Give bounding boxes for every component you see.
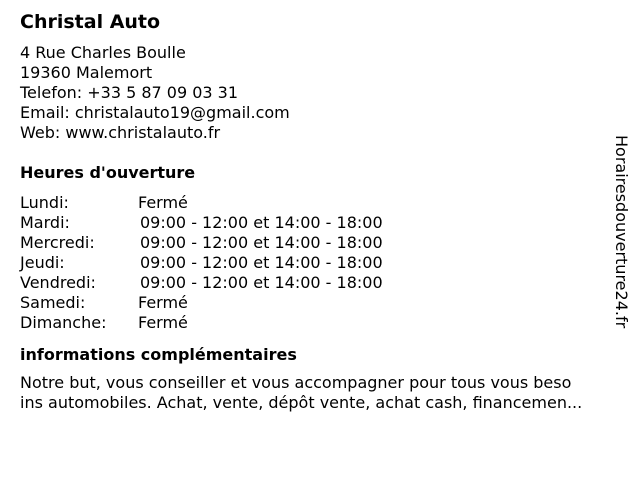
day-hours: Fermé	[138, 313, 188, 332]
day-label: Lundi:	[20, 193, 69, 212]
business-card	[20, 10, 620, 413]
business-name: Christal Auto	[20, 11, 161, 33]
day-hours: 09:00 - 12:00 et 14:00 - 18:00	[140, 233, 383, 252]
day-label: Jeudi:	[20, 253, 65, 272]
phone-number: Telefon: +33 5 87 09 03 31	[20, 83, 239, 102]
contact-block	[20, 43, 620, 143]
hours-row-tuesday	[20, 213, 620, 233]
day-hours: 09:00 - 12:00 et 14:00 - 18:00	[140, 213, 383, 232]
hours-row-monday	[20, 193, 620, 213]
day-hours: Fermé	[138, 193, 188, 212]
day-hours: Fermé	[138, 293, 188, 312]
site-watermark: Horairesdouverture24.fr	[612, 135, 631, 329]
day-label: Vendredi:	[20, 273, 96, 292]
street-address: 4 Rue Charles Boulle	[20, 43, 186, 62]
day-label: Samedi:	[20, 293, 86, 312]
opening-hours-list	[20, 193, 620, 333]
info-heading: informations complémentaires	[20, 345, 297, 364]
day-hours: 09:00 - 12:00 et 14:00 - 18:00	[140, 273, 383, 292]
info-line: Notre but, vous conseiller et vous accompagner pour tous vous beso	[20, 373, 572, 392]
website: Web: www.christalauto.fr	[20, 123, 221, 142]
day-label: Mercredi:	[20, 233, 95, 252]
hours-row-saturday	[20, 293, 620, 313]
hours-row-sunday	[20, 313, 620, 333]
info-description	[20, 373, 630, 413]
email-address: Email: christalauto19@gmail.com	[20, 103, 290, 122]
hours-row-wednesday	[20, 233, 620, 253]
hours-row-thursday	[20, 253, 620, 273]
info-line: ins automobiles. Achat, vente, dépôt vente, achat cash, financemen...	[20, 393, 583, 412]
hours-row-friday	[20, 273, 620, 293]
day-hours: 09:00 - 12:00 et 14:00 - 18:00	[140, 253, 383, 272]
city-address: 19360 Malemort	[20, 63, 153, 82]
hours-heading: Heures d'ouverture	[20, 163, 196, 182]
day-label: Dimanche:	[20, 313, 107, 332]
day-label: Mardi:	[20, 213, 70, 232]
